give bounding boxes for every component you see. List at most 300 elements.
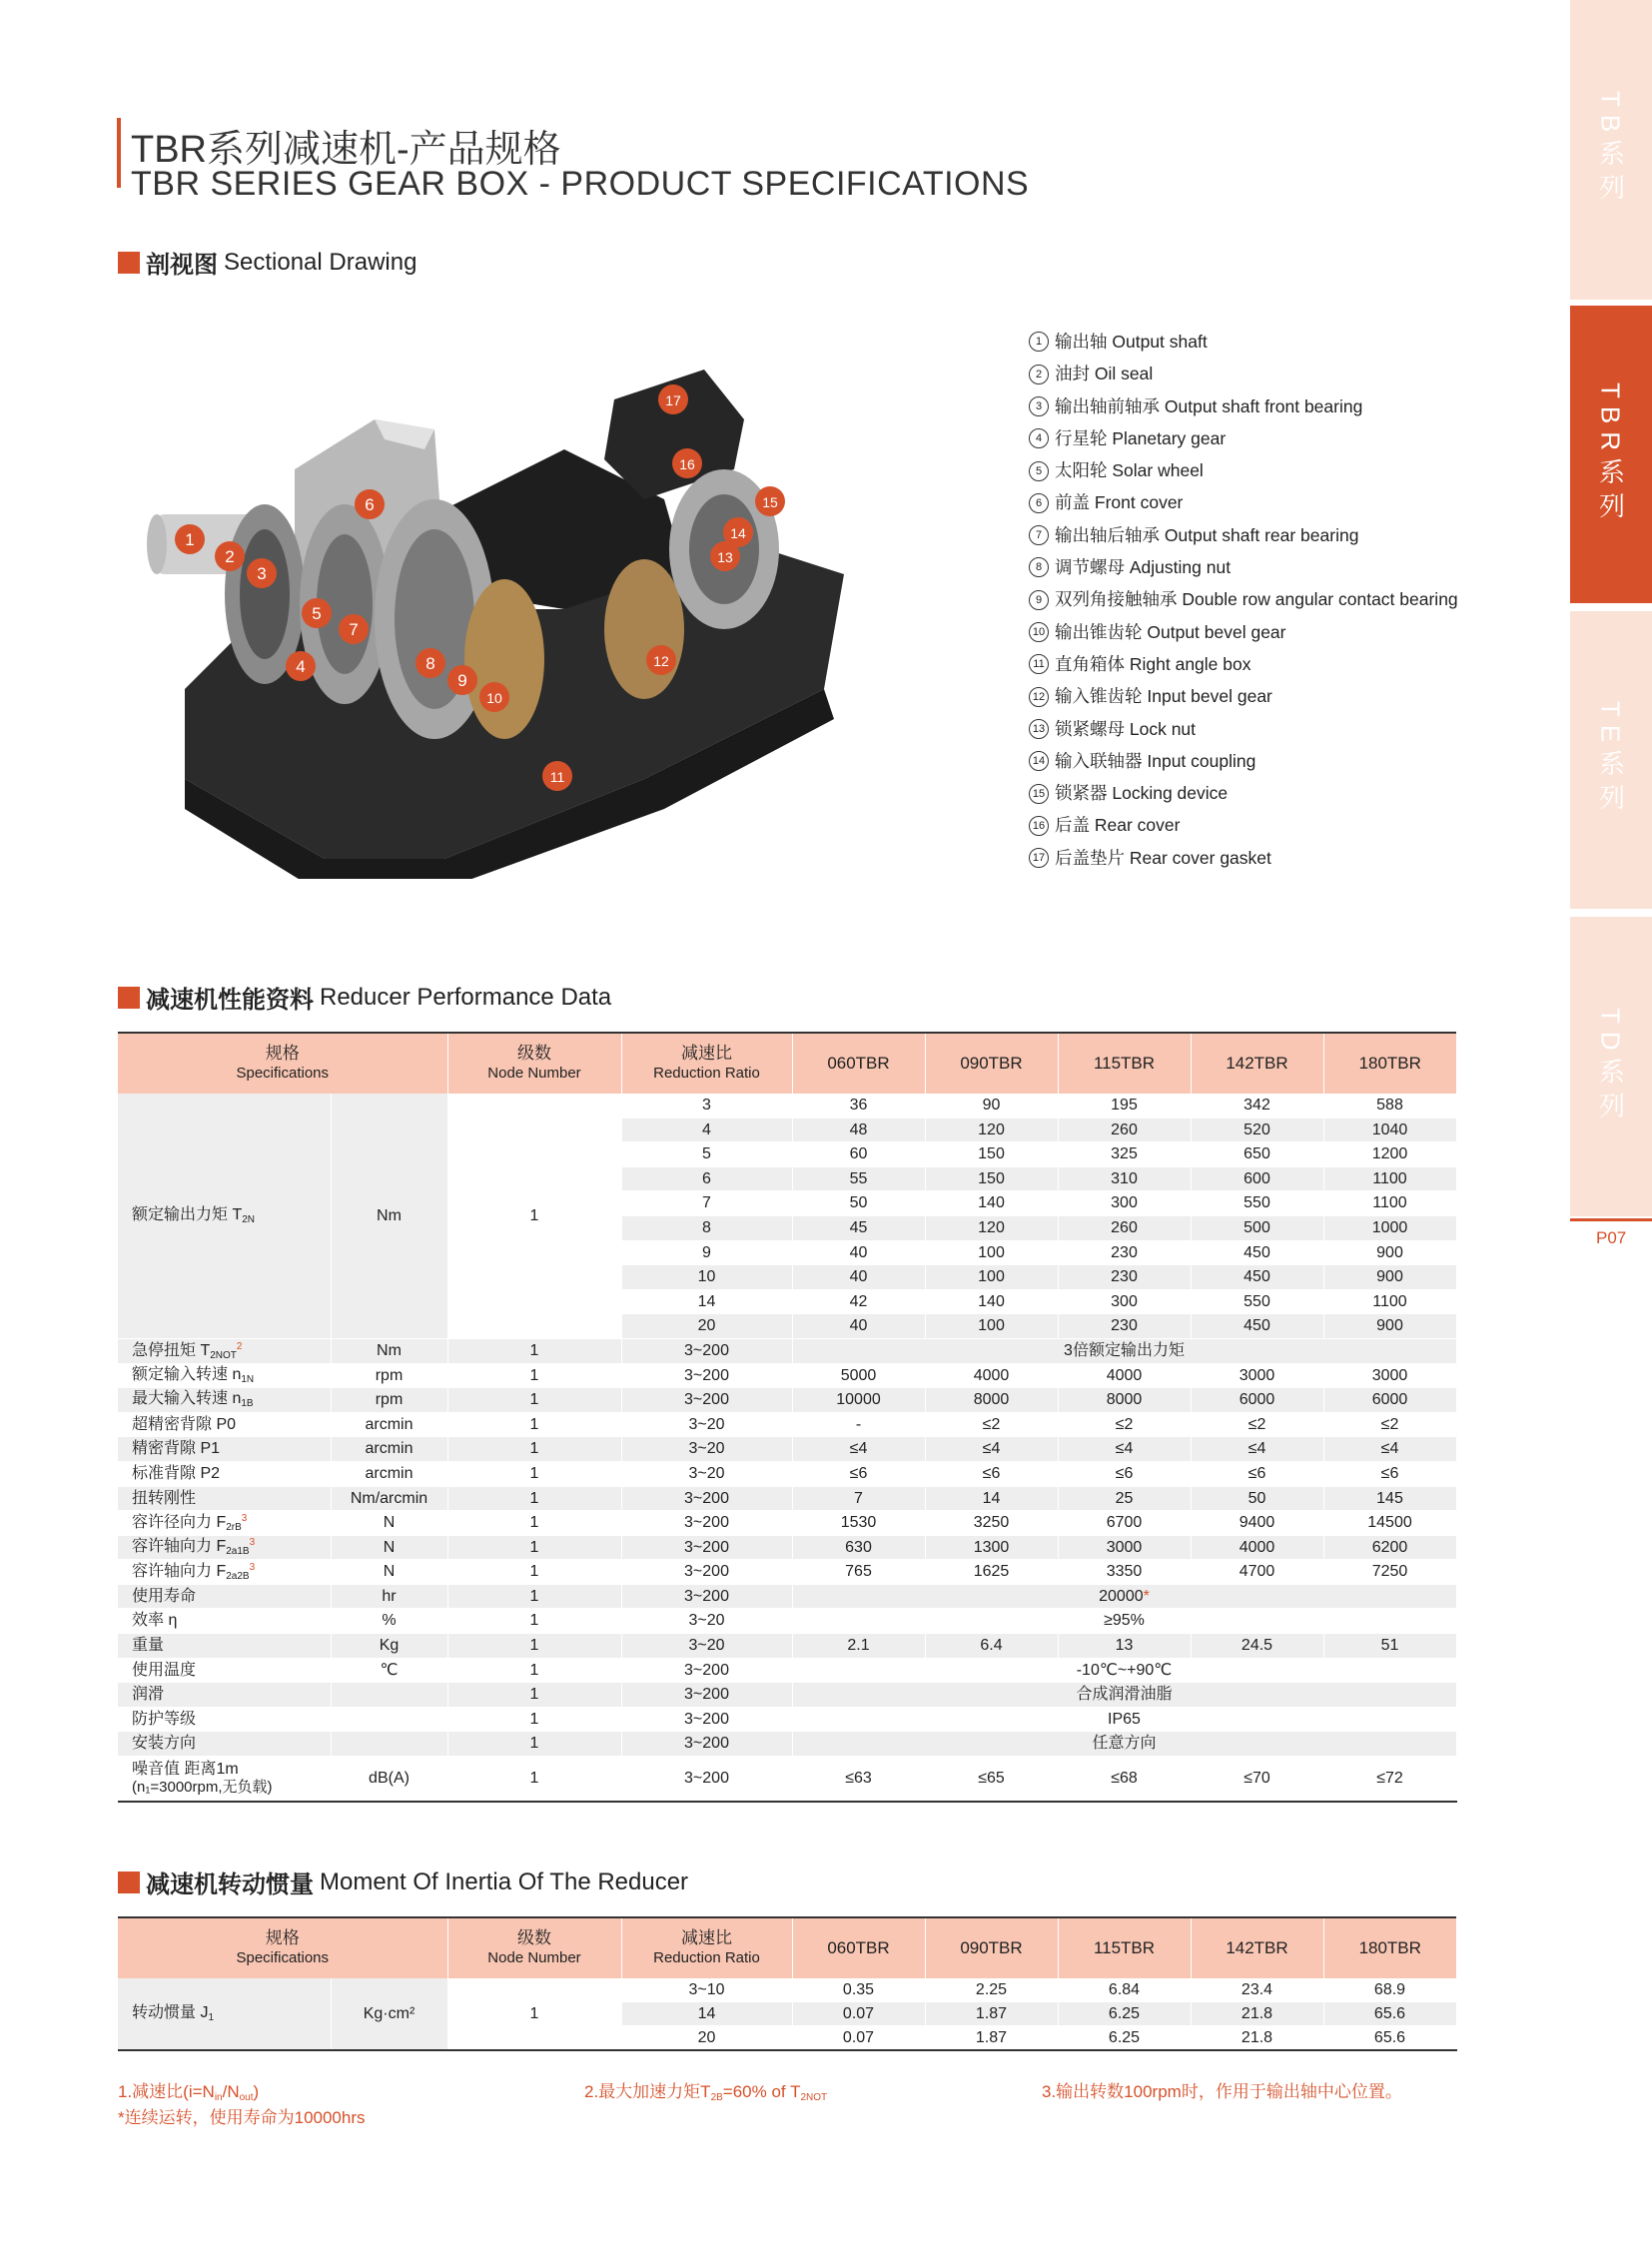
header-node: 级数 Node Number [447,1917,621,1978]
svg-text:16: 16 [679,456,695,472]
table-cell: 230 [1058,1314,1191,1339]
svg-text:6: 6 [365,495,375,514]
svg-text:15: 15 [762,494,778,510]
table-cell: 150 [925,1142,1058,1167]
svg-text:12: 12 [653,653,669,669]
header-spec: 规格 Specifications [118,1917,447,1978]
part-item: 17 后盖垫片 Rear cover gasket [1029,842,1548,874]
table-cell: 120 [925,1118,1058,1142]
row-label: 额定输入转速 $n_{1N}$ [118,1363,331,1388]
table-cell: 6.25 [1058,2026,1191,2051]
span-cell: ≥95% [792,1609,1456,1634]
table-cell: 1 [447,1658,621,1683]
row-label: 容许轴向力 $F_{2a2B}^3$ [118,1560,331,1585]
header-model: 090TBR [925,1917,1058,1978]
table-row [118,1486,1456,1511]
table-cell: 450 [1191,1265,1323,1290]
table-cell: 1 [447,1486,621,1511]
table-header-row [118,1033,1456,1094]
tab-label: TB系列 [1595,91,1626,209]
table-cell: ≤65 [925,1757,1058,1803]
table-cell: ≤4 [792,1437,925,1462]
header-node: 级数 Node Number [447,1033,621,1094]
table-cell: ≤6 [1191,1461,1323,1486]
table-row [118,1732,1456,1757]
tab-label: TBR系列 [1595,382,1626,526]
table-cell [331,1707,447,1732]
table-cell: 310 [1058,1166,1191,1191]
table-cell: 3000 [1323,1363,1456,1388]
table-cell: ≤2 [1323,1412,1456,1437]
svg-text:10: 10 [486,690,502,706]
svg-text:13: 13 [717,549,733,565]
header-model: 090TBR [925,1033,1058,1094]
table-cell: ≤2 [925,1412,1058,1437]
header-model: 115TBR [1058,1917,1191,1978]
table-cell: 3~20 [621,1461,792,1486]
table-cell: 450 [1191,1240,1323,1265]
table-cell: ≤63 [792,1757,925,1803]
header-model: 060TBR [792,1033,925,1094]
sectional-drawing [145,360,884,879]
table-cell: 100 [925,1240,1058,1265]
table-cell: 14 [621,1289,792,1314]
table-cell: 7 [792,1486,925,1511]
tab-te-series[interactable] [1570,611,1652,909]
table-cell: 51 [1323,1634,1456,1659]
table-cell: 1 [447,1363,621,1388]
table-cell: 21.8 [1191,2026,1323,2051]
header-model: 180TBR [1323,1917,1456,1978]
table-cell: 600 [1191,1166,1323,1191]
table-cell: ≤6 [925,1461,1058,1486]
table-cell: 90 [925,1094,1058,1118]
row-label: 安装方向 [118,1732,331,1757]
table-cell: 500 [1191,1215,1323,1240]
table-cell: 1 [447,1437,621,1462]
row-label: 扭转刚性 [118,1486,331,1511]
table-cell: 300 [1058,1191,1191,1216]
svg-text:1: 1 [185,530,195,549]
table-cell: 20 [621,2026,792,2051]
svg-text:2: 2 [225,547,235,566]
svg-text:4: 4 [296,657,306,676]
noise-label: 噪音值 距离1m (n₁=3000rpm,无负载) [118,1757,331,1803]
row-label: 标准背隙 P2 [118,1461,331,1486]
part-item: 1 输出轴 Output shaft [1029,326,1548,358]
table-cell: 1 [447,1388,621,1413]
table-cell: 8000 [925,1388,1058,1413]
table-cell: 2.25 [925,1978,1058,2002]
table-cell: ≤2 [1058,1412,1191,1437]
table-cell: 3~200 [621,1388,792,1413]
parts-list [1029,326,1548,874]
table-cell: 1 [447,1732,621,1757]
table-cell: 40 [792,1265,925,1290]
header-ratio: 减速比 Reduction Ratio [621,1917,792,1978]
table-cell: 1200 [1323,1142,1456,1167]
table-cell: 3~20 [621,1412,792,1437]
row-label: 润滑 [118,1683,331,1708]
table-row [118,1437,1456,1462]
table-cell: 6.4 [925,1634,1058,1659]
span-cell: IP65 [792,1707,1456,1732]
table-cell: 14500 [1323,1511,1456,1536]
table-row [118,1658,1456,1683]
table-cell: 3~200 [621,1757,792,1803]
table-cell: N [331,1560,447,1585]
table-row [118,1707,1456,1732]
header-spec: 规格 Specifications [118,1033,447,1094]
svg-text:17: 17 [665,392,681,408]
table-cell: % [331,1609,447,1634]
table-cell: ≤68 [1058,1757,1191,1803]
table-row [118,1338,1456,1363]
part-item: 3 输出轴前轴承 Output shaft front bearing [1029,390,1548,422]
table-cell: 0.07 [792,2002,925,2026]
table-cell: 3~20 [621,1437,792,1462]
table-cell: 65.6 [1323,2002,1456,2026]
table-cell: 588 [1323,1094,1456,1118]
header-model: 115TBR [1058,1033,1191,1094]
row-label: 防护等级 [118,1707,331,1732]
page-title-cn: TBR系列减速机-产品规格 [131,129,561,171]
part-item: 4 行星轮 Planetary gear [1029,422,1548,454]
table-cell: 140 [925,1191,1058,1216]
section-heading-performance: 减速机性能资料 Reducer Performance Data [118,980,611,1015]
table-cell: 13 [1058,1634,1191,1659]
span-cell: 20000* [792,1584,1456,1609]
table-cell: 1 [447,1338,621,1363]
table-cell: 1300 [925,1535,1058,1560]
table-cell: 630 [792,1535,925,1560]
table-cell: 1 [447,1609,621,1634]
table-cell: 50 [1191,1486,1323,1511]
tab-td-series[interactable] [1570,917,1652,1216]
table-cell: 195 [1058,1094,1191,1118]
table-cell: hr [331,1584,447,1609]
tab-divider [1570,1218,1652,1221]
table-cell: 0.07 [792,2026,925,2051]
part-item: 14 输入联轴器 Input coupling [1029,745,1548,777]
table-cell: 3~10 [621,1978,792,2002]
table-cell: 1 [447,1584,621,1609]
table-cell: ℃ [331,1658,447,1683]
torque-node: 1 [447,1094,621,1338]
table-row [118,1511,1456,1536]
row-label: 精密背隙 P1 [118,1437,331,1462]
table-cell: N [331,1511,447,1536]
table-cell: 45 [792,1215,925,1240]
header-model: 060TBR [792,1917,925,1978]
span-cell: 合成润滑油脂 [792,1683,1456,1708]
table-cell: 3~200 [621,1732,792,1757]
table-cell: 6.84 [1058,1978,1191,2002]
table-cell: 260 [1058,1215,1191,1240]
row-label: 使用温度 [118,1658,331,1683]
table-cell: 1 [447,1707,621,1732]
table-cell: 1 [447,1461,621,1486]
table-cell: 3~200 [621,1560,792,1585]
table-cell: rpm [331,1363,447,1388]
table-cell: 3~200 [621,1683,792,1708]
part-item: 16 后盖 Rear cover [1029,809,1548,841]
table-cell: ≤2 [1191,1412,1323,1437]
part-item: 7 输出轴后轴承 Output shaft rear bearing [1029,519,1548,551]
table-cell: 6700 [1058,1511,1191,1536]
table-cell: 1625 [925,1560,1058,1585]
table-cell: Kg [331,1634,447,1659]
table-cell: 6000 [1323,1388,1456,1413]
table-row [118,1560,1456,1585]
table-cell: 342 [1191,1094,1323,1118]
table-cell: 230 [1058,1240,1191,1265]
part-item: 10 输出锥齿轮 Output bevel gear [1029,616,1548,648]
table-cell: 145 [1323,1486,1456,1511]
table-cell: 23.4 [1191,1978,1323,2002]
table-cell: 1.87 [925,2002,1058,2026]
table-cell: 100 [925,1265,1058,1290]
table-row [118,1634,1456,1659]
table-cell: 3~200 [621,1363,792,1388]
table-cell: 40 [792,1314,925,1339]
table-cell: ≤72 [1323,1757,1456,1803]
table-row [118,1535,1456,1560]
table-cell: 14 [621,2002,792,2026]
table-cell: 65.6 [1323,2026,1456,2051]
table-cell: 900 [1323,1240,1456,1265]
table-cell: ≤4 [1058,1437,1191,1462]
table-cell: 1000 [1323,1215,1456,1240]
torque-unit: Nm [331,1094,447,1338]
section-square-icon [118,987,140,1009]
table-cell: 36 [792,1094,925,1118]
table-cell: 450 [1191,1314,1323,1339]
table-row [118,1609,1456,1634]
table-cell: 7250 [1323,1560,1456,1585]
table-cell: dB(A) [331,1757,447,1803]
table-header-row [118,1917,1456,1978]
header-ratio: 减速比 Reduction Ratio [621,1033,792,1094]
table-cell: ≤4 [1191,1437,1323,1462]
part-item: 13 锁紧螺母 Lock nut [1029,713,1548,745]
table-cell: 25 [1058,1486,1191,1511]
svg-text:11: 11 [549,769,565,785]
table-cell: 1100 [1323,1191,1456,1216]
row-label: 容许轴向力 $F_{2a1B}^3$ [118,1535,331,1560]
table-cell: 7 [621,1191,792,1216]
table-cell: 3000 [1058,1535,1191,1560]
tab-tbr-series[interactable] [1570,306,1652,603]
header-model: 142TBR [1191,1033,1323,1094]
table-cell: 1 [447,1535,621,1560]
table-cell: 9400 [1191,1511,1323,1536]
title-accent-bar [117,118,121,188]
table-cell: 120 [925,1215,1058,1240]
table-cell: 520 [1191,1118,1323,1142]
table-cell: 1530 [792,1511,925,1536]
table-cell: 1.87 [925,2026,1058,2051]
table-cell: 4 [621,1118,792,1142]
table-cell: 1 [447,1412,621,1437]
row-label: 超精密背隙 P0 [118,1412,331,1437]
part-item: 8 调节螺母 Adjusting nut [1029,551,1548,583]
table-cell: 1100 [1323,1289,1456,1314]
inertia-table [118,1916,1457,2051]
table-cell: 4000 [1191,1535,1323,1560]
span-cell: -10℃~+90℃ [792,1658,1456,1683]
table-cell: 3~200 [621,1535,792,1560]
table-cell: 1 [447,1634,621,1659]
part-item: 15 锁紧器 Locking device [1029,777,1548,809]
inertia-node: 1 [447,1978,621,2050]
page-number: P07 [1596,1228,1627,1247]
row-label: 急停扭矩 $T_{2NOT}^2$ [118,1338,331,1363]
tab-label: TE系列 [1595,701,1626,819]
performance-table [118,1032,1457,1803]
table-cell: 6200 [1323,1535,1456,1560]
table-cell: 300 [1058,1289,1191,1314]
table-cell: 14 [925,1486,1058,1511]
table-cell: 3~200 [621,1584,792,1609]
table-cell: 60 [792,1142,925,1167]
table-cell: 10000 [792,1388,925,1413]
header-model: 180TBR [1323,1033,1456,1094]
table-cell: 3~200 [621,1707,792,1732]
section-square-icon [118,1871,140,1893]
table-cell: ≤6 [792,1461,925,1486]
table-cell: 3250 [925,1511,1058,1536]
table-cell: 3~200 [621,1486,792,1511]
part-item: 9 双列角接触轴承 Double row angular contact bearing [1029,583,1548,615]
svg-text:9: 9 [457,671,467,690]
row-label: 容许径向力 $F_{2rB}^3$ [118,1511,331,1536]
span-cell: 任意方向 [792,1732,1456,1757]
table-cell: 24.5 [1191,1634,1323,1659]
table-cell: N [331,1535,447,1560]
table-cell: 48 [792,1118,925,1142]
table-cell: 1 [447,1511,621,1536]
row-label: 最大输入转速 $n_{1B}$ [118,1388,331,1413]
page-title-en: TBR SERIES GEAR BOX - PRODUCT SPECIFICATIONS [131,165,1030,203]
table-cell: 900 [1323,1314,1456,1339]
footnote-4: *连续运转，使用寿命为10000hrs [118,2108,366,2127]
table-cell: ≤4 [925,1437,1058,1462]
inertia-label: 转动惯量 $J_1$ [118,1978,331,2050]
table-cell: 3~200 [621,1338,792,1363]
table-cell: arcmin [331,1412,447,1437]
table-cell: 1 [447,1683,621,1708]
table-cell: - [792,1412,925,1437]
table-cell: 100 [925,1314,1058,1339]
torque-label: 额定输出力矩 $T_{2N}$ [118,1094,331,1338]
table-cell: 50 [792,1191,925,1216]
table-cell: 68.9 [1323,1978,1456,2002]
table-cell: ≤4 [1323,1437,1456,1462]
svg-text:3: 3 [257,564,267,583]
table-cell: 6.25 [1058,2002,1191,2026]
tab-tb-series[interactable] [1570,0,1652,300]
table-cell: 3~20 [621,1609,792,1634]
table-cell: 3350 [1058,1560,1191,1585]
tab-label: TD系列 [1595,1007,1626,1126]
header-model: 142TBR [1191,1917,1323,1978]
table-cell: 4000 [925,1363,1058,1388]
table-cell: 1 [447,1560,621,1585]
row-label: 重量 [118,1634,331,1659]
table-cell: 650 [1191,1142,1323,1167]
section-heading-inertia: 减速机转动惯量 Moment Of Inertia Of The Reducer [118,1865,688,1899]
table-cell: rpm [331,1388,447,1413]
table-cell: 9 [621,1240,792,1265]
part-item: 5 太阳轮 Solar wheel [1029,454,1548,486]
table-cell: 150 [925,1166,1058,1191]
row-label: 使用寿命 [118,1584,331,1609]
table-row [118,1461,1456,1486]
table-cell: 3 [621,1094,792,1118]
table-cell: 1 [447,1757,621,1803]
table-cell: 6000 [1191,1388,1323,1413]
section-heading-sectional: 剖视图 Sectional Drawing [118,245,416,280]
table-cell: 55 [792,1166,925,1191]
part-item: 2 油封 Oil seal [1029,358,1548,389]
table-cell: ≤6 [1323,1461,1456,1486]
table-cell: 550 [1191,1191,1323,1216]
svg-text:7: 7 [349,620,359,639]
table-cell: 5000 [792,1363,925,1388]
table-row [118,1363,1456,1388]
table-cell: 5 [621,1142,792,1167]
table-cell: 6 [621,1166,792,1191]
table-cell: ≤6 [1058,1461,1191,1486]
table-row [118,1094,1456,1118]
table-cell: 8 [621,1215,792,1240]
table-cell [331,1732,447,1757]
inertia-unit: Kg·cm² [331,1978,447,2050]
table-row [118,1584,1456,1609]
table-cell: 3~200 [621,1658,792,1683]
section-square-icon [118,252,140,274]
table-cell: 140 [925,1289,1058,1314]
table-cell: 42 [792,1289,925,1314]
table-cell: 4000 [1058,1363,1191,1388]
table-cell: 20 [621,1314,792,1339]
footnote-3: 3.输出转数100rpm时，作用于输出轴中心位置。 [1042,2082,1402,2101]
table-cell: 3~200 [621,1511,792,1536]
part-item: 11 直角箱体 Right angle box [1029,648,1548,680]
table-row [118,1683,1456,1708]
row-label: 效率 η [118,1609,331,1634]
table-cell: 230 [1058,1265,1191,1290]
svg-text:14: 14 [730,525,746,541]
table-row-noise [118,1757,1456,1803]
table-cell: 2.1 [792,1634,925,1659]
table-cell: 765 [792,1560,925,1585]
table-cell: 1040 [1323,1118,1456,1142]
table-cell: 3~20 [621,1634,792,1659]
table-cell: 4700 [1191,1560,1323,1585]
svg-text:8: 8 [425,654,435,673]
table-cell: arcmin [331,1461,447,1486]
table-cell: 550 [1191,1289,1323,1314]
table-cell: Nm/arcmin [331,1486,447,1511]
table-row [118,1388,1456,1413]
table-cell: 1100 [1323,1166,1456,1191]
table-row [118,1412,1456,1437]
table-cell: ≤70 [1191,1757,1323,1803]
footnote-2: 2.最大加速力矩$T_{2B}=60\%$ of $T_{2NOT}$ [584,2082,828,2103]
table-cell: 325 [1058,1142,1191,1167]
